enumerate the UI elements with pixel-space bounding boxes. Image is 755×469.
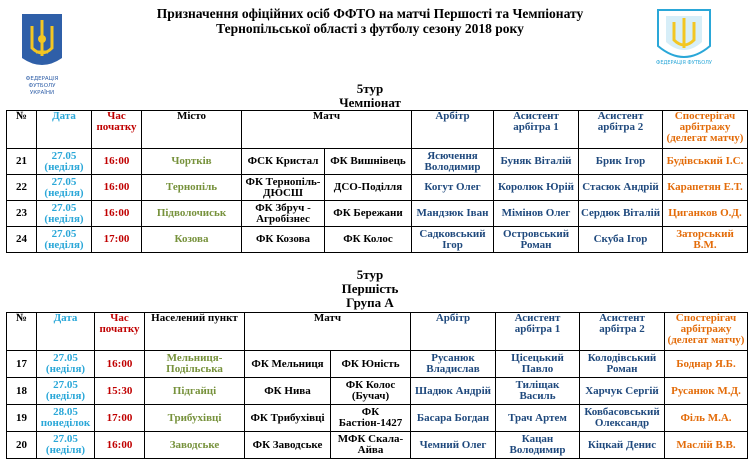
row-date: 28.05 понеділок [37, 405, 95, 432]
row-num: 23 [7, 201, 37, 227]
logo-left-text1: ФЕДЕРАЦІЯ [25, 76, 59, 82]
row-date: 27.05 (неділя) [37, 432, 95, 459]
row-home-team: ФК Мельниця [245, 351, 331, 378]
table-row [7, 378, 748, 405]
row-city: Підволочиськ [142, 201, 242, 227]
table-header-row [7, 313, 748, 351]
row-referee: Русанюк Владислав [411, 351, 496, 378]
row-time: 16:00 [95, 351, 145, 378]
header-date: Дата [37, 313, 95, 351]
row-num: 24 [7, 227, 37, 253]
row-assistant2: Сердюк Віталій [579, 201, 663, 227]
header-assistant2: Асистент арбітра 2 [580, 313, 665, 351]
row-referee: Шадюк Андрій [411, 378, 496, 405]
header-referee: Арбітр [412, 111, 494, 149]
row-city: Підгайці [145, 378, 245, 405]
row-assistant2: Харчук Сергій [580, 378, 665, 405]
row-referee: Ясючення Володимир [412, 149, 494, 175]
table-row [7, 432, 748, 459]
title-line-2: Тернопільської області з футболу сезону 2018 року [216, 21, 524, 36]
row-referee: Садковський Ігор [412, 227, 494, 253]
ukraine-federation-trident-logo-icon [12, 6, 72, 100]
row-away-team: МФК Скала-Айва [331, 432, 411, 459]
row-home-team: ФК Нива [245, 378, 331, 405]
header-referee: Арбітр [411, 313, 496, 351]
row-away-team: ДСО-Поділля [325, 175, 412, 201]
row-home-team: ФК Трибухівці [245, 405, 331, 432]
header-match: Матч [242, 111, 412, 149]
championship-table [6, 110, 748, 253]
row-time: 17:00 [95, 405, 145, 432]
row-away-team: ФК Колос [325, 227, 412, 253]
row-date: 27.05 (неділя) [37, 351, 95, 378]
first-league-round: 5тур [356, 267, 384, 282]
row-date: 27.05 (неділя) [37, 201, 92, 227]
row-observer: Боднар Я.Б. [665, 351, 748, 378]
header-assistant1: Асистент арбітра 1 [496, 313, 580, 351]
header-time: Час початку [92, 111, 142, 149]
row-observer: Маслій В.В. [665, 432, 748, 459]
row-assistant1: Буняк Віталій [494, 149, 579, 175]
logo-left-text2: ФУТБОЛУ [28, 83, 56, 89]
row-home-team: ФК Заводське [245, 432, 331, 459]
row-num: 19 [7, 405, 37, 432]
header-assistant1: Асистент арбітра 1 [494, 111, 579, 149]
row-date: 27.05 (неділя) [37, 149, 92, 175]
championship-round: 5тур [356, 81, 384, 96]
row-observer: Будівський І.С. [663, 149, 748, 175]
row-city: Заводське [145, 432, 245, 459]
row-home-team: ФСК Кристал [242, 149, 325, 175]
row-observer: Заторський В.М. [663, 227, 748, 253]
row-observer: Циганков О.Д. [663, 201, 748, 227]
first-league-header [240, 268, 500, 310]
row-assistant1: Тиліщак Василь [496, 378, 580, 405]
row-time: 16:00 [92, 175, 142, 201]
table-row [7, 175, 748, 201]
row-observer: Карапетян Е.Т. [663, 175, 748, 201]
header-date: Дата [37, 111, 92, 149]
row-num: 21 [7, 149, 37, 175]
logo-left-text3: УКРАЇНИ [29, 90, 55, 96]
row-assistant1: Цісецький Павло [496, 351, 580, 378]
championship-header [240, 82, 500, 110]
row-city: Мельниця-Подільська [145, 351, 245, 378]
row-date: 27.05 (неділя) [37, 175, 92, 201]
header-num: № [7, 313, 37, 351]
row-num: 18 [7, 378, 37, 405]
row-time: 17:00 [92, 227, 142, 253]
row-assistant2: Брик Ігор [579, 149, 663, 175]
row-away-team: ФК Вишнівець [325, 149, 412, 175]
row-away-team: ФК Колос (Бучач) [331, 378, 411, 405]
row-num: 17 [7, 351, 37, 378]
row-assistant1: Трач Артем [496, 405, 580, 432]
first-league-name: Першість [341, 281, 399, 296]
row-away-team: ФК Бережани [325, 201, 412, 227]
championship-name: Чемпіонат [339, 95, 401, 110]
row-date: 27.05 (неділя) [37, 378, 95, 405]
row-num: 20 [7, 432, 37, 459]
row-referee: Когут Олег [412, 175, 494, 201]
row-assistant1: Мімінов Олег [494, 201, 579, 227]
row-time: 16:00 [95, 432, 145, 459]
table-row [7, 227, 748, 253]
logo-right-text: ФЕДЕРАЦІЯ ФУТБОЛУ [656, 60, 712, 66]
row-city: Трибухівці [145, 405, 245, 432]
row-time: 16:00 [92, 149, 142, 175]
table-row [7, 149, 748, 175]
row-assistant2: Скуба Ігор [579, 227, 663, 253]
row-assistant2: Стасюк Андрій [579, 175, 663, 201]
row-away-team: ФК Бастіон-1427 [331, 405, 411, 432]
row-assistant2: Ковбасовський Олександр [580, 405, 665, 432]
page-title [80, 6, 660, 36]
row-away-team: ФК Юність [331, 351, 411, 378]
table-row [7, 405, 748, 432]
row-city: Чортків [142, 149, 242, 175]
ternopil-federation-shield-logo-icon [650, 6, 718, 70]
row-observer: Філь М.А. [665, 405, 748, 432]
row-home-team: ФК Збруч - Агробізнес [242, 201, 325, 227]
header-city: Місто [142, 111, 242, 149]
row-assistant1: Королюк Юрій [494, 175, 579, 201]
row-assistant1: Островський Роман [494, 227, 579, 253]
title-line-1: Призначення офіційних осіб ФФТО на матчі Першості та Чемпіонату [156, 6, 584, 21]
row-home-team: ФК Тернопіль-ДЮСШ [242, 175, 325, 201]
row-date: 27.05 (неділя) [37, 227, 92, 253]
table-header-row [7, 111, 748, 149]
row-time: 16:00 [92, 201, 142, 227]
header-observer: Спостерігач арбітражу (делегат матчу) [663, 111, 748, 149]
table-row [7, 201, 748, 227]
row-referee: Чемний Олег [411, 432, 496, 459]
header-observer: Спостерігач арбітражу (делегат матчу) [665, 313, 748, 351]
row-city: Козова [142, 227, 242, 253]
table-row [7, 351, 748, 378]
row-assistant2: Кіцкай Денис [580, 432, 665, 459]
row-home-team: ФК Козова [242, 227, 325, 253]
first-league-table [6, 312, 748, 459]
header-num: № [7, 111, 37, 149]
row-num: 22 [7, 175, 37, 201]
row-time: 15:30 [95, 378, 145, 405]
header-city: Населений пункт [145, 313, 245, 351]
row-assistant2: Колодівський Роман [580, 351, 665, 378]
row-referee: Басара Богдан [411, 405, 496, 432]
header-assistant2: Асистент арбітра 2 [579, 111, 663, 149]
row-referee: Мандзюк Іван [412, 201, 494, 227]
first-league-group: Група А [346, 295, 394, 310]
row-city: Тернопіль [142, 175, 242, 201]
header-time: Час початку [95, 313, 145, 351]
row-assistant1: Кацан Володимир [496, 432, 580, 459]
header-match: Матч [245, 313, 411, 351]
row-observer: Русанюк М.Д. [665, 378, 748, 405]
